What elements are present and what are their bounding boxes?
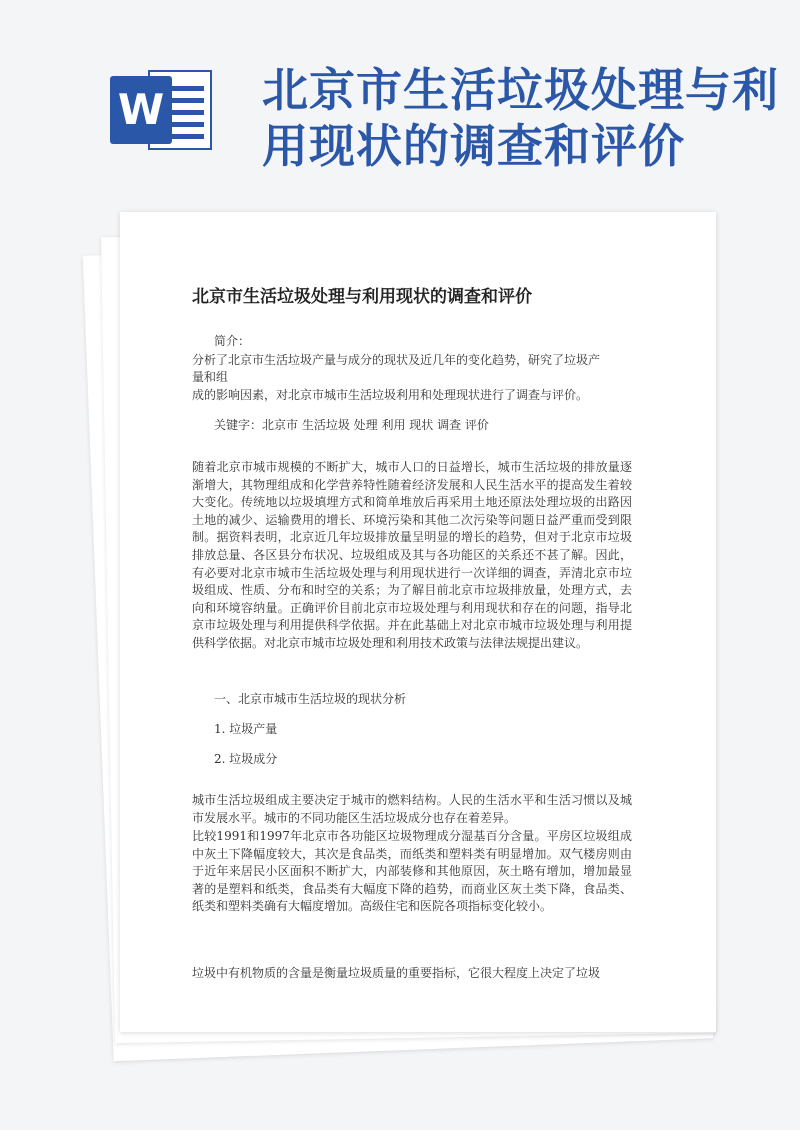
document-page bbox=[120, 212, 716, 1032]
intro-label: 简介： bbox=[214, 334, 251, 348]
word-letter-badge: W bbox=[110, 76, 172, 144]
word-document-icon bbox=[110, 70, 215, 150]
body-paragraph: 城市生活垃圾组成主要决定于城市的燃料结构。人民的生活水平和生活习惯以及城市发展水平。城市的不同功能区生活垃圾成分也存在着差异。 bbox=[192, 793, 632, 825]
intro-line: 分析了北京市生活垃圾产量与成分的现状及近几年的变化趋势，研究了垃圾产 bbox=[192, 353, 601, 367]
body-paragraph: 比较1991和1997年北京市各功能区垃圾物理成分湿基百分含量。平房区垃圾组成中灰土下降幅度较大，其次是食品类，而纸类和塑料类有明显增加。双气楼房则由于近年来居民小区面积不断扩大，内部装修和其他原因，灰土略有增加，增加最显著的是塑料和纸类，食品类有大幅度下降的趋势，而商业区灰土类下降，食品类、纸类和塑料类确有大幅度增加。高级住宅和医院各项指标变化较小。 bbox=[192, 829, 632, 914]
list-item: 1. 垃圾产量 bbox=[214, 722, 278, 736]
body-paragraph: 随着北京市城市规模的不断扩大，城市人口的日益增长，城市生活垃圾的排放量逐渐增大，其物理组成和化学营养特性随着经济发展和人民生活水平的提高发生着较大变化。传统地以垃圾填埋方式和简单堆放后再采用土地还原法处理垃圾的出路因土地的减少、运输费用的增长、环境污染和其他二次污染等问题日益严重而受到限制。据资料表明，北京近几年垃圾排放量呈明显的增长的趋势，但对于北京市垃圾排放总量、各区县分布状况、垃圾组成及其与各功能区的关系还不甚了解。因此，有必要对北京市城市生活垃圾处理与利用现状进行一次详细的调查，弄清北京市垃圾组成、性质、分布和时空的关系；为了解目前北京市垃圾排放量，处理方式，去向和环境容纳量。正确评价目前北京市垃圾处理与利用现状和存在的问题，指导北京市垃圾处理与利用提供科学依据。并在此基础上对北京市城市垃圾处理与利用提供科学依据。对北京市城市垃圾处理和利用技术政策与法律法规提出建议。 bbox=[192, 460, 632, 650]
section-heading: 一、北京市城市生活垃圾的现状分析 bbox=[214, 692, 407, 706]
keywords-line: 关键字：北京市 生活垃圾 处理 利用 现状 调查 评价 bbox=[214, 418, 489, 432]
body-paragraph: 垃圾中有机物质的含量是衡量垃圾质量的重要指标，它很大程度上决定了垃圾 bbox=[192, 966, 601, 980]
header-title: 北京市生活垃圾处理与利用现状的调查和评价 bbox=[262, 63, 779, 173]
header-banner bbox=[0, 0, 800, 200]
intro-line: 成的影响因素，对北京市城市生活垃圾利用和处理现状进行了调查与评价。 bbox=[192, 388, 589, 402]
list-item: 2. 垃圾成分 bbox=[214, 752, 278, 766]
document-title: 北京市生活垃圾处理与利用现状的调查和评价 bbox=[192, 287, 532, 307]
intro-line: 量和组 bbox=[192, 370, 229, 384]
